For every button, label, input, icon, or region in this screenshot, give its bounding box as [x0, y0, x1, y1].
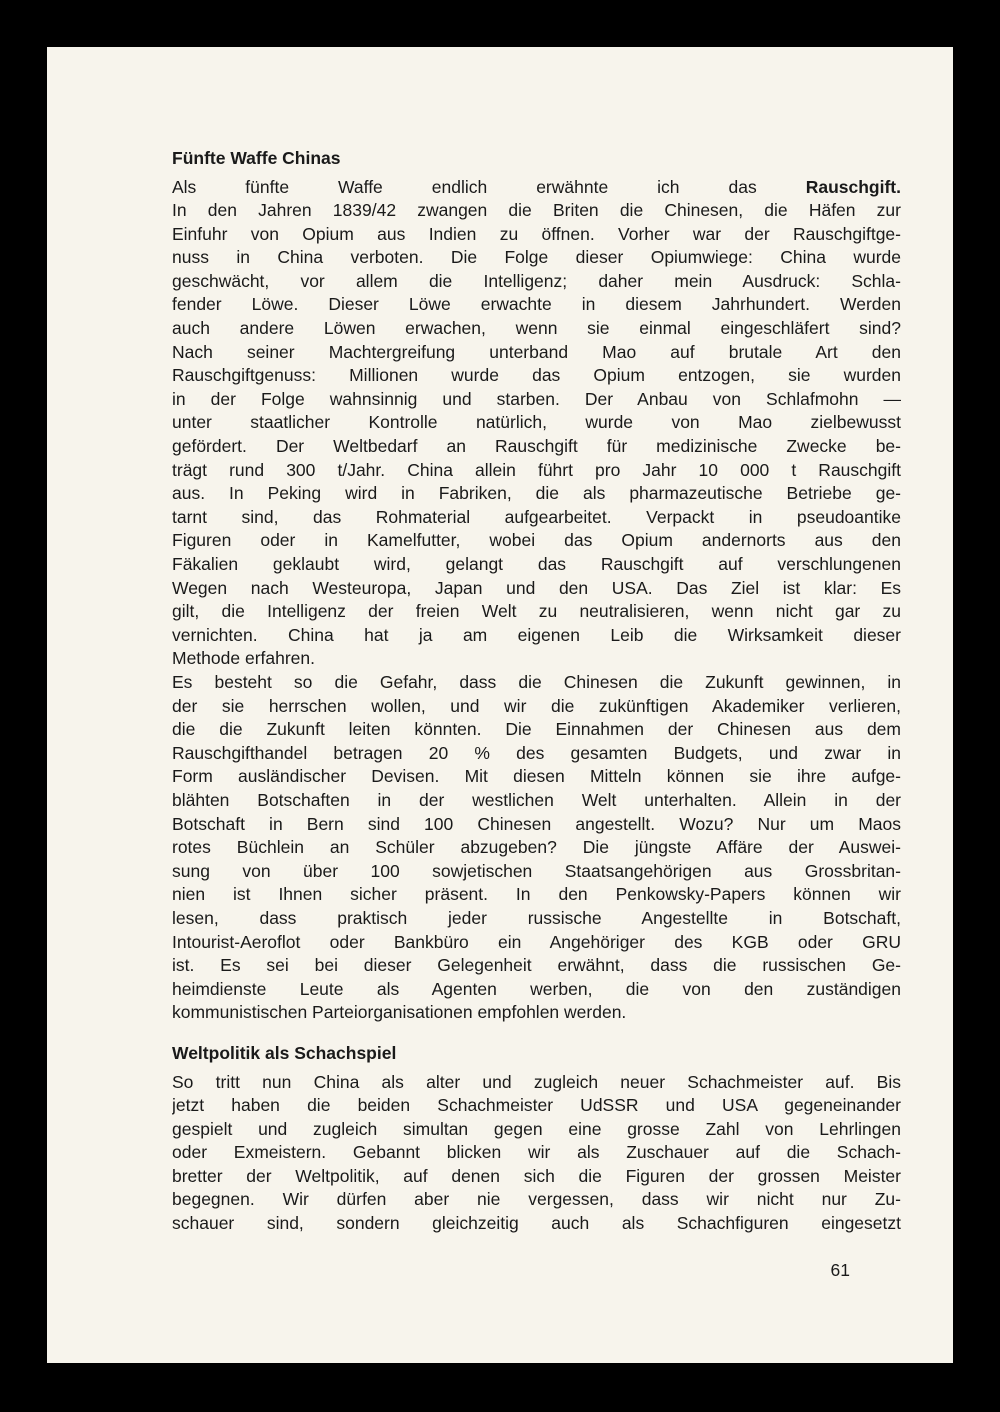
text-line: fender Löwe. Dieser Löwe erwachte in diesem Jahrhundert. Werden: [172, 294, 901, 315]
section-fuenfte-waffe: [172, 147, 901, 1025]
text-line: Rauschgiftgenuss: Millionen wurde das Opium entzogen, sie wurden: [172, 365, 901, 386]
intro-line: [172, 176, 901, 200]
text-line: tarnt sind, das Rohmaterial aufgearbeitet. Verpackt in pseudoantike: [172, 506, 901, 527]
text-line: geschwächt, vor allem die Intelligenz; daher mein Ausdruck: Schla-: [172, 270, 901, 291]
section-heading: Fünfte Waffe Chinas: [172, 148, 341, 168]
section-body: [172, 199, 901, 1025]
text-line: lesen, dass praktisch jeder russische Angestellte in Botschaft,: [172, 907, 901, 928]
section-heading: Weltpolitik als Schachspiel: [172, 1043, 397, 1063]
text-line: oder Exmeistern. Gebannt blicken wir als Zuschauer auf die Schach-: [172, 1142, 901, 1163]
text-line: vernichten. China hat ja am eigenen Leib die Wirksamkeit dieser: [172, 624, 901, 645]
section-weltpolitik: [172, 1042, 901, 1236]
text-line: Rauschgifthandel betragen 20 % des gesamten Budgets, und zwar in: [172, 742, 901, 763]
text-line: auch andere Löwen erwachen, wenn sie einmal eingeschläfert sind?: [172, 318, 901, 339]
text-line: sung von über 100 sowjetischen Staatsangehörigen aus Grossbritan-: [172, 860, 901, 881]
text-line: heimdienste Leute als Agenten werben, die von den zuständigen: [172, 978, 901, 999]
text-line: Botschaft in Bern sind 100 Chinesen angestellt. Wozu? Nur um Maos: [172, 813, 901, 834]
text-line: ist. Es sei bei dieser Gelegenheit erwähnt, dass die russischen Ge-: [172, 955, 901, 976]
section-body: [172, 1071, 901, 1236]
text-line: Fäkalien geklaubt wird, gelangt das Rauschgift auf verschlungenen: [172, 554, 901, 574]
text-line: bretter der Weltpolitik, auf denen sich die Figuren der grossen Meister: [172, 1165, 901, 1186]
text-line: Nach seiner Machtergreifung unterband Mao auf brutale Art den: [172, 341, 901, 362]
book-page: [47, 47, 953, 1363]
text-line: Figuren oder in Kamelfutter, wobei das Opium andernorts aus den: [172, 530, 901, 551]
page-number: 61: [830, 1260, 850, 1280]
text-line: kommunistischen Parteiorganisationen empfohlen werden.: [172, 1002, 627, 1023]
text-line: Methode erfahren.: [172, 648, 316, 669]
text-line: trägt rund 300 t/Jahr. China allein führt pro Jahr 10 000 t Rauschgift: [172, 459, 901, 480]
text-line: In den Jahren 1839/42 zwangen die Briten die Chinesen, die Häfen zur: [172, 200, 901, 221]
text-line: Wegen nach Westeuropa, Japan und den USA. Das Ziel ist klar: Es: [172, 577, 901, 598]
text-line: der sie herrschen wollen, und wir die zukünftigen Akademiker verlieren,: [172, 695, 901, 716]
text-line: nien ist Ihnen sicher präsent. In den Penkowsky-Papers können wir: [172, 884, 901, 905]
text-line: in der Folge wahnsinnig und starben. Der Anbau von Schlafmohn —: [172, 388, 901, 409]
text-line: rotes Büchlein an Schüler abzugeben? Die jüngste Affäre der Auswei-: [172, 837, 901, 858]
text-line: aus. In Peking wird in Fabriken, die als pharmazeutische Betriebe ge-: [172, 483, 901, 504]
intro-text: Als fünfte Waffe endlich erwähnte ich das: [172, 176, 806, 197]
text-line: unter staatlicher Kontrolle natürlich, wurde von Mao zielbewusst: [172, 412, 901, 433]
text-line: die die Zukunft leiten könnten. Die Einnahmen der Chinesen aus dem: [172, 719, 901, 740]
intro-bold-term: Rauschgift.: [805, 176, 901, 197]
text-line: So tritt nun China als alter und zugleich neuer Schachmeister auf. Bis: [172, 1071, 901, 1092]
text-line: Form ausländischer Devisen. Mit diesen Mitteln können sie ihre aufge-: [172, 766, 901, 787]
text-line: gilt, die Intelligenz der freien Welt zu neutralisieren, wenn nicht gar zu: [172, 601, 901, 622]
text-line: Einfuhr von Opium aus Indien zu öffnen. Vorher war der Rauschgiftge-: [172, 223, 901, 244]
text-line: nuss in China verboten. Die Folge dieser Opiumwiege: China wurde: [172, 247, 901, 268]
text-line: Es besteht so die Gefahr, dass die Chinesen die Zukunft gewinnen, in: [172, 671, 901, 692]
text-line: gefördert. Der Weltbedarf an Rauschgift für medizinische Zwecke be-: [172, 436, 901, 457]
text-line: schauer sind, sondern gleichzeitig auch als Schachfiguren eingesetzt: [172, 1213, 901, 1234]
text-line: blähten Botschaften in der westlichen Welt unterhalten. Allein in der: [172, 789, 901, 810]
text-line: gespielt und zugleich simultan gegen eine grosse Zahl von Lehrlingen: [172, 1118, 901, 1139]
text-line: jetzt haben die beiden Schachmeister UdSSR und USA gegeneinander: [172, 1095, 901, 1116]
text-line: begegnen. Wir dürfen aber nie vergessen, dass wir nicht nur Zu-: [172, 1189, 901, 1210]
text-line: Intourist-Aeroflot oder Bankbüro ein Angehöriger des KGB oder GRU: [172, 931, 901, 952]
